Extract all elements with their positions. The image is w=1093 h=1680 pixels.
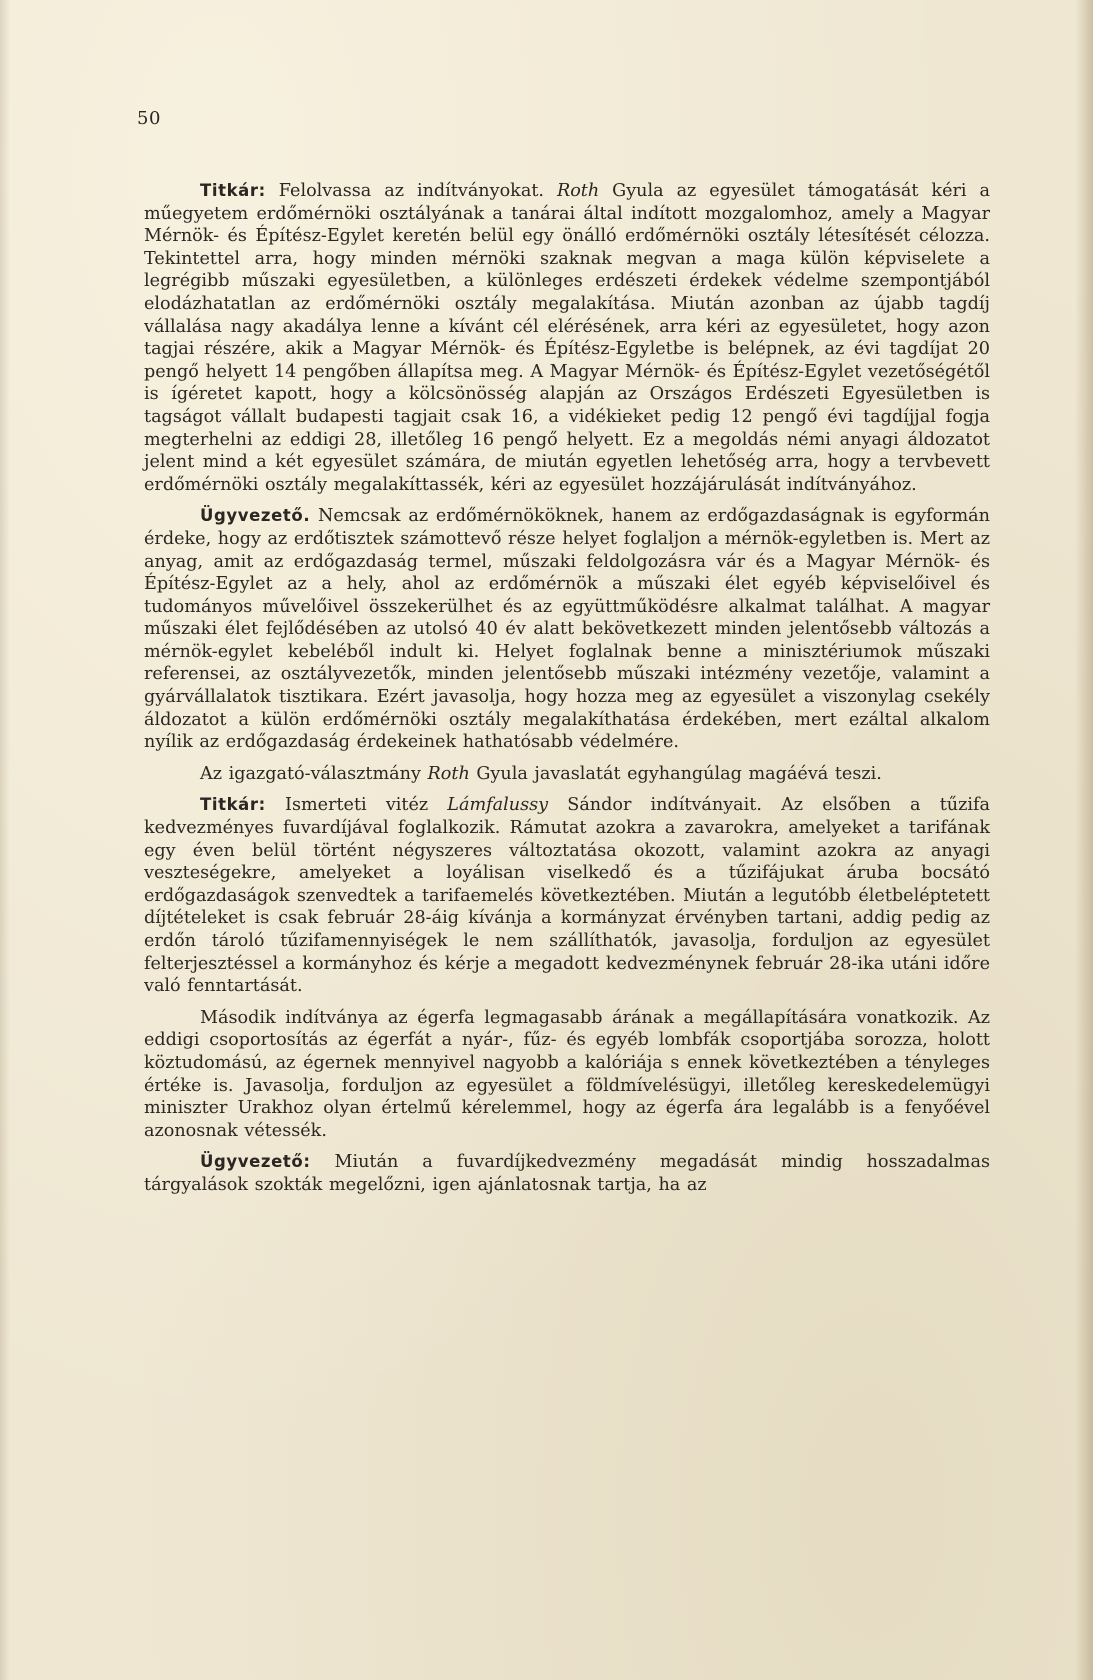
paragraph-text: Az igazgató-választmány — [200, 763, 428, 784]
paragraph — [144, 1007, 990, 1143]
person-name: Lámfalussy — [447, 795, 549, 816]
page-right-edge-shadow — [1075, 0, 1093, 1680]
paragraph-text: Nemcsak az erdőmérnököknek, hanem az erdőgazdaságnak is egyformán érdeke, hogy az erdőtisztek számottevő része helyet foglaljon a mérnök-egyletben is. Mert az anyag, amit az erdőgazdaság termel, műszaki feldolgozásra vár és a Magyar Mérnök- és Építész-Egylet az a hely, ahol az erdőmérnök a műszaki élet egyéb képviselőivel és tudományos művelőivel összekerülhet és az együttműködésre alkalmat találhat. A magyar műszaki élet fejlődésében az utolsó 40 év alatt bekövetkezett minden jelentősebb változás a mérnök-egylet kebeléből indult ki. Helyet foglalnak benne a minisztériumok műszaki referensei, az osztályvezetők, minden jelentősebb műszaki intézmény vezetője, valamint a gyárvállalatok tisztikara. Ezért javasolja, hogy hozza meg az egyesület a viszonylag csekély áldozatot a külön erdőmérnöki osztály megalakíthatása érdekében, mert ezáltal alkalom nyílik az erdőgazdaság érdekeinek hathatósabb védelmére. — [144, 506, 990, 753]
paragraph — [144, 794, 990, 997]
paragraph-text: Felolvassa az indítványokat. — [265, 181, 557, 201]
paragraph-text: Második indítványa az égerfa legmagasabb árának a megállapítására vonatkozik. Az eddigi csoportosítás az égerfát a nyár-, fűz- és egyéb lombfák csoportjába sorozza, holott köztudomású, az égernek mennyivel nagyobb a kalóriája s ennek következtében a tényleges értéke is. Javasolja, forduljon az egyesület a földmívelésügyi, illetőleg kereskedelemügyi miniszter Urakhoz olyan értelmű kérelemmel, hogy az égerfa ára legalább is a fenyőével azonosnak vétessék. — [144, 1007, 990, 1141]
person-name: Roth — [427, 763, 470, 784]
person-name: Roth — [556, 181, 600, 201]
speaker-label: Titkár: — [200, 795, 266, 815]
paragraph-text: Gyula javaslatát egyhangúlag magáévá teszi. — [469, 763, 882, 784]
paragraph — [144, 505, 990, 754]
paragraph-text: Sándor indítványait. Az elsőben a tűzifa kedvezményes fuvardíjával foglalkozik. Rámutat azokra a zavarokra, amelyeket a tarifának egy éven belül történt négyszeres változtatása okozott, valamint azokra az anyagi veszteségekre, amelyeket a loyálisan viselkedő és a tűzifájukat áruba bocsátó erdőgazdaságok szenvedtek a tarifaemelés következtében. Miután a legutóbb életbeléptetett díjtételeket is csak február 28-áig kívánja a kormányzat érvényben tartani, addig pedig az erdőn tároló tűzifamennyiségek le nem szállíthatók, javasolja, forduljon az egyesület felterjesztéssel a kormányhoz és kérje a megadott kedvezménynek február 28-ika utáni időre való fenntartását. — [144, 795, 990, 997]
page-number: 50 — [137, 108, 161, 129]
paragraph-text: Miután a fuvardíjkedvezmény megadását mindig hosszadalmas tárgyalások szokták megelőzni, igen ajánlatosnak tartja, ha az — [144, 1152, 990, 1195]
paragraph — [144, 1151, 990, 1196]
speaker-label: Ügyvezető: — [200, 1152, 311, 1172]
paragraph — [144, 180, 990, 496]
paragraph-text: Gyula az egyesület támogatását kéri a műegyetem erdőmérnöki osztályának a tanárai által indított mozgalomhoz, amely a Magyar Mérnök- és Építész-Egylet keretén belül egy önálló erdőmérnöki osztály létesítését célozza. Tekintettel arra, hogy minden mérnöki szaknak megvan a maga külön képviselete a legrégibb műszaki egyesületben, a különleges erdészeti érdekek védelme szempontjából elodázhatatlan az erdőmérnöki osztály megalakítása. Miután azonban az újabb tagdíj vállalása nagy akadálya lenne a kívánt cél elérésének, arra kéri az egyesületet, hogy azon tagjai részére, akik a Magyar Mérnök- és Építész-Egyletbe is belépnek, az évi tagdíjat 20 pengő helyett 14 pengőben állapítsa meg. A Magyar Mérnök- és Építész-Egylet vezetőségétől is ígéretet kapott, hogy a kölcsönösség alapján az Országos Erdészeti Egyesületben is tagságot vállalt budapesti tagjait csak 16, a vidékieket pedig 12 pengő évi tagdíjjal fogja megterhelni az eddigi 28, illetőleg 16 pengő helyett. Ez a megoldás némi anyagi áldozatot jelent mind a két egyesület számára, de miután egyetlen lehetőség arra, hogy a tervbevett erdőmérnöki osztály megalakíttassék, kéri az egyesület hozzájárulását indítványához. — [144, 181, 990, 495]
page-left-edge-shadow — [0, 0, 10, 1680]
speaker-label: Ügyvezető. — [200, 506, 311, 526]
paragraph — [144, 763, 990, 786]
speaker-label: Titkár: — [200, 181, 266, 200]
paragraph-text: Ismerteti vitéz — [265, 795, 448, 816]
document-body — [144, 180, 990, 1197]
